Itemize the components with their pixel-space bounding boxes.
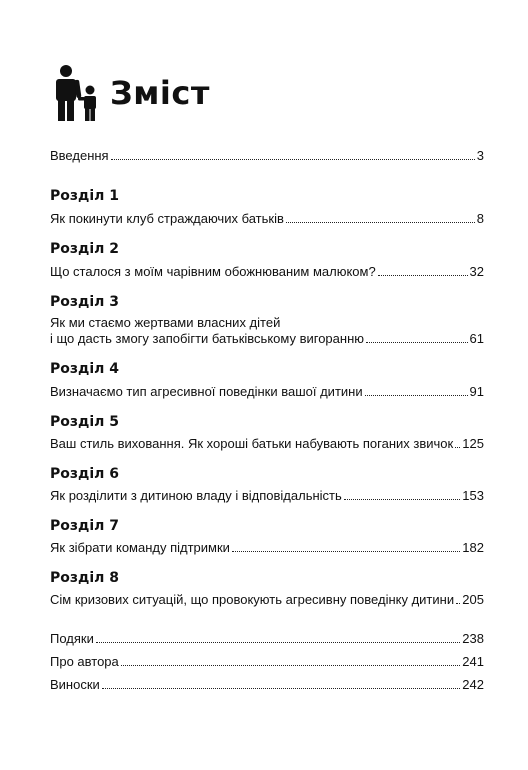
chapter-label: Розділ 8 [50,570,119,586]
page-number: 238 [462,631,484,646]
toc-entry-chapter-6[interactable] [50,488,484,504]
toc-entry-chapter-3[interactable] [50,315,484,347]
chapter-label: Розділ 2 [50,241,119,257]
entry-title-line-1: Як ми стаємо жертвами власних дітей [50,315,281,330]
dot-leader [456,602,460,604]
page-number: 32 [469,264,484,279]
entry-title: Сім кризових ситуацій, що провокують агресивну поведінку дитини [50,592,455,607]
page-number: 153 [462,488,484,503]
entry-title: Як розділити з дитиною владу і відповідальність [50,488,342,503]
chapter-label: Розділ 1 [50,188,119,204]
page-number: 205 [462,592,484,607]
dot-leader [366,341,468,343]
toc-entry-chapter-1[interactable] [50,211,484,227]
page-number: 91 [469,384,484,399]
chapter-label: Розділ 3 [50,294,119,310]
dot-leader [365,394,468,396]
entry-title: Виноски [50,677,100,692]
page-number: 8 [476,211,484,226]
dot-leader [232,550,460,552]
page-number: 125 [462,436,484,451]
entry-title: Як зібрати команду підтримки [50,540,230,555]
entry-title: Ваш стиль виховання. Як хороші батьки набувають поганих звичок [50,436,454,451]
chapter-label: Розділ 7 [50,518,119,534]
dot-leader [286,221,475,223]
page-number: 61 [469,331,484,346]
contents-header [50,64,210,122]
entry-title: Введення [50,148,109,163]
dot-leader [455,446,460,448]
dot-leader [102,687,461,689]
entry-title: Подяки [50,631,94,646]
page-number: 3 [476,148,484,163]
toc-entry-about-author[interactable] [50,654,484,670]
entry-title: Визначаємо тип агресивної поведінки вашої дитини [50,384,363,399]
page-number: 241 [462,654,484,669]
entry-title-line-2: і що дасть змогу запобігти батьківському вигоранню [50,331,364,346]
chapter-label: Розділ 5 [50,414,119,430]
page-number: 242 [462,677,484,692]
toc-entry-chapter-8[interactable] [50,592,484,608]
dot-leader [111,158,475,160]
page-title: Зміст [110,74,210,112]
entry-title: Що сталося з моїм чарівним обожнюваним малюком? [50,264,376,279]
toc-entry-chapter-4[interactable] [50,384,484,400]
page-number: 182 [462,540,484,555]
entry-title: Про автора [50,654,119,669]
chapter-label: Розділ 6 [50,466,119,482]
toc-entry-chapter-2[interactable] [50,264,484,280]
toc-entry-chapter-5[interactable] [50,436,484,452]
toc-entry-intro[interactable] [50,148,484,164]
dot-leader [344,498,461,500]
dot-leader [121,664,461,666]
parent-child-icon [50,64,102,122]
toc-entry-acknowledgements[interactable] [50,631,484,647]
entry-title: Як покинути клуб страждаючих батьків [50,211,284,226]
dot-leader [96,641,460,643]
toc-entry-footnotes[interactable] [50,677,484,693]
toc-entry-chapter-7[interactable] [50,540,484,556]
chapter-label: Розділ 4 [50,361,119,377]
dot-leader [378,274,468,276]
